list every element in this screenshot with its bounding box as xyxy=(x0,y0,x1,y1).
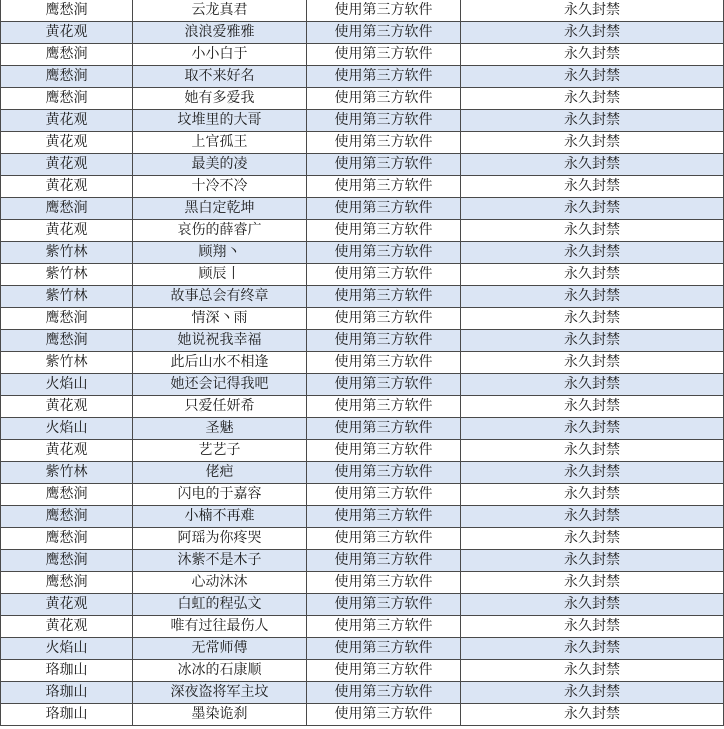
server-cell: 鹰愁涧 xyxy=(1,88,133,110)
player-name-cell: 最美的凌 xyxy=(133,154,307,176)
server-cell: 鹰愁涧 xyxy=(1,330,133,352)
table-row xyxy=(1,44,724,66)
penalty-cell: 永久封禁 xyxy=(461,594,724,616)
reason-cell: 使用第三方软件 xyxy=(307,572,461,594)
reason-cell: 使用第三方软件 xyxy=(307,154,461,176)
table-row xyxy=(1,396,724,418)
player-name-cell: 艺艺子 xyxy=(133,440,307,462)
reason-cell: 使用第三方软件 xyxy=(307,418,461,440)
penalty-cell: 永久封禁 xyxy=(461,484,724,506)
player-name-cell: 顾辰丨 xyxy=(133,264,307,286)
table-row xyxy=(1,418,724,440)
server-cell: 黄花观 xyxy=(1,616,133,638)
server-cell: 珞珈山 xyxy=(1,682,133,704)
penalty-cell: 永久封禁 xyxy=(461,242,724,264)
player-name-cell: 十冷不冷 xyxy=(133,176,307,198)
reason-cell: 使用第三方软件 xyxy=(307,132,461,154)
penalty-cell: 永久封禁 xyxy=(461,374,724,396)
server-cell: 黄花观 xyxy=(1,132,133,154)
reason-cell: 使用第三方软件 xyxy=(307,594,461,616)
server-cell: 鹰愁涧 xyxy=(1,44,133,66)
table-row xyxy=(1,0,724,22)
server-cell: 紫竹林 xyxy=(1,286,133,308)
player-name-cell: 云龙真君 xyxy=(133,0,307,22)
player-name-cell: 阿瑶为你疼哭 xyxy=(133,528,307,550)
player-name-cell: 佬疤 xyxy=(133,462,307,484)
server-cell: 黄花观 xyxy=(1,220,133,242)
penalty-cell: 永久封禁 xyxy=(461,330,724,352)
player-name-cell: 她还会记得我吧 xyxy=(133,374,307,396)
reason-cell: 使用第三方软件 xyxy=(307,264,461,286)
server-cell: 紫竹林 xyxy=(1,264,133,286)
player-name-cell: 沐紫不是木子 xyxy=(133,550,307,572)
reason-cell: 使用第三方软件 xyxy=(307,462,461,484)
penalty-cell: 永久封禁 xyxy=(461,198,724,220)
server-cell: 火焰山 xyxy=(1,638,133,660)
server-cell: 黄花观 xyxy=(1,110,133,132)
server-cell: 鹰愁涧 xyxy=(1,550,133,572)
table-row xyxy=(1,528,724,550)
player-name-cell: 她有多爱我 xyxy=(133,88,307,110)
table-row xyxy=(1,616,724,638)
reason-cell: 使用第三方软件 xyxy=(307,110,461,132)
table-row xyxy=(1,594,724,616)
table-row xyxy=(1,572,724,594)
reason-cell: 使用第三方软件 xyxy=(307,44,461,66)
penalty-cell: 永久封禁 xyxy=(461,682,724,704)
table-row xyxy=(1,176,724,198)
reason-cell: 使用第三方软件 xyxy=(307,396,461,418)
table-row xyxy=(1,484,724,506)
player-name-cell: 哀伤的薛睿广 xyxy=(133,220,307,242)
server-cell: 鹰愁涧 xyxy=(1,0,133,22)
server-cell: 黄花观 xyxy=(1,176,133,198)
server-cell: 鹰愁涧 xyxy=(1,308,133,330)
player-name-cell: 只爱任妍希 xyxy=(133,396,307,418)
player-name-cell: 白虹的程弘文 xyxy=(133,594,307,616)
reason-cell: 使用第三方软件 xyxy=(307,66,461,88)
player-name-cell: 上官孤王 xyxy=(133,132,307,154)
table-row xyxy=(1,154,724,176)
server-cell: 火焰山 xyxy=(1,374,133,396)
penalty-cell: 永久封禁 xyxy=(461,550,724,572)
player-name-cell: 闪电的于嘉容 xyxy=(133,484,307,506)
penalty-cell: 永久封禁 xyxy=(461,0,724,22)
penalty-cell: 永久封禁 xyxy=(461,22,724,44)
reason-cell: 使用第三方软件 xyxy=(307,308,461,330)
server-cell: 黄花观 xyxy=(1,594,133,616)
player-name-cell: 冰冰的石康顺 xyxy=(133,660,307,682)
reason-cell: 使用第三方软件 xyxy=(307,660,461,682)
table-row xyxy=(1,330,724,352)
table-row xyxy=(1,66,724,88)
penalty-cell: 永久封禁 xyxy=(461,418,724,440)
server-cell: 紫竹林 xyxy=(1,462,133,484)
penalty-cell: 永久封禁 xyxy=(461,154,724,176)
penalty-cell: 永久封禁 xyxy=(461,220,724,242)
penalty-cell: 永久封禁 xyxy=(461,352,724,374)
penalty-cell: 永久封禁 xyxy=(461,66,724,88)
server-cell: 鹰愁涧 xyxy=(1,484,133,506)
reason-cell: 使用第三方软件 xyxy=(307,484,461,506)
table-row xyxy=(1,242,724,264)
table-row xyxy=(1,198,724,220)
penalty-cell: 永久封禁 xyxy=(461,528,724,550)
player-name-cell: 无常师傅 xyxy=(133,638,307,660)
player-name-cell: 取不来好名 xyxy=(133,66,307,88)
server-cell: 鹰愁涧 xyxy=(1,198,133,220)
reason-cell: 使用第三方软件 xyxy=(307,506,461,528)
reason-cell: 使用第三方软件 xyxy=(307,374,461,396)
server-cell: 珞珈山 xyxy=(1,660,133,682)
reason-cell: 使用第三方软件 xyxy=(307,704,461,726)
ban-list-body xyxy=(1,0,724,726)
player-name-cell: 小楠不再难 xyxy=(133,506,307,528)
reason-cell: 使用第三方软件 xyxy=(307,352,461,374)
player-name-cell: 此后山水不相逢 xyxy=(133,352,307,374)
penalty-cell: 永久封禁 xyxy=(461,132,724,154)
table-row xyxy=(1,682,724,704)
penalty-cell: 永久封禁 xyxy=(461,638,724,660)
table-row xyxy=(1,22,724,44)
server-cell: 黄花观 xyxy=(1,154,133,176)
table-row xyxy=(1,440,724,462)
penalty-cell: 永久封禁 xyxy=(461,704,724,726)
penalty-cell: 永久封禁 xyxy=(461,462,724,484)
reason-cell: 使用第三方软件 xyxy=(307,88,461,110)
reason-cell: 使用第三方软件 xyxy=(307,440,461,462)
reason-cell: 使用第三方软件 xyxy=(307,220,461,242)
player-name-cell: 她说祝我幸福 xyxy=(133,330,307,352)
table-row xyxy=(1,264,724,286)
player-name-cell: 心动沐沐 xyxy=(133,572,307,594)
penalty-cell: 永久封禁 xyxy=(461,506,724,528)
reason-cell: 使用第三方软件 xyxy=(307,242,461,264)
player-name-cell: 情深丶雨 xyxy=(133,308,307,330)
server-cell: 黄花观 xyxy=(1,440,133,462)
table-row xyxy=(1,374,724,396)
reason-cell: 使用第三方软件 xyxy=(307,198,461,220)
table-row xyxy=(1,286,724,308)
penalty-cell: 永久封禁 xyxy=(461,44,724,66)
server-cell: 黄花观 xyxy=(1,22,133,44)
reason-cell: 使用第三方软件 xyxy=(307,682,461,704)
reason-cell: 使用第三方软件 xyxy=(307,638,461,660)
server-cell: 鹰愁涧 xyxy=(1,66,133,88)
penalty-cell: 永久封禁 xyxy=(461,396,724,418)
server-cell: 鹰愁涧 xyxy=(1,572,133,594)
reason-cell: 使用第三方软件 xyxy=(307,528,461,550)
table-row xyxy=(1,132,724,154)
reason-cell: 使用第三方软件 xyxy=(307,330,461,352)
player-name-cell: 浪浪爱雅雅 xyxy=(133,22,307,44)
player-name-cell: 坟堆里的大哥 xyxy=(133,110,307,132)
player-name-cell: 墨染诡刹 xyxy=(133,704,307,726)
penalty-cell: 永久封禁 xyxy=(461,264,724,286)
reason-cell: 使用第三方软件 xyxy=(307,0,461,22)
reason-cell: 使用第三方软件 xyxy=(307,176,461,198)
table-row xyxy=(1,704,724,726)
player-name-cell: 唯有过往最伤人 xyxy=(133,616,307,638)
table-row xyxy=(1,550,724,572)
reason-cell: 使用第三方软件 xyxy=(307,22,461,44)
server-cell: 火焰山 xyxy=(1,418,133,440)
penalty-cell: 永久封禁 xyxy=(461,88,724,110)
penalty-cell: 永久封禁 xyxy=(461,176,724,198)
player-name-cell: 顾翔丶 xyxy=(133,242,307,264)
server-cell: 紫竹林 xyxy=(1,352,133,374)
table-row xyxy=(1,220,724,242)
server-cell: 鹰愁涧 xyxy=(1,528,133,550)
penalty-cell: 永久封禁 xyxy=(461,110,724,132)
penalty-cell: 永久封禁 xyxy=(461,440,724,462)
penalty-cell: 永久封禁 xyxy=(461,660,724,682)
server-cell: 黄花观 xyxy=(1,396,133,418)
penalty-cell: 永久封禁 xyxy=(461,572,724,594)
player-name-cell: 深夜盗将军主坟 xyxy=(133,682,307,704)
penalty-cell: 永久封禁 xyxy=(461,616,724,638)
player-name-cell: 黑白定乾坤 xyxy=(133,198,307,220)
table-row xyxy=(1,308,724,330)
table-row xyxy=(1,506,724,528)
player-name-cell: 故事总会有终章 xyxy=(133,286,307,308)
server-cell: 紫竹林 xyxy=(1,242,133,264)
server-cell: 鹰愁涧 xyxy=(1,506,133,528)
server-cell: 珞珈山 xyxy=(1,704,133,726)
penalty-cell: 永久封禁 xyxy=(461,286,724,308)
player-name-cell: 圣魅 xyxy=(133,418,307,440)
player-name-cell: 小小白于 xyxy=(133,44,307,66)
table-row xyxy=(1,462,724,484)
table-row xyxy=(1,352,724,374)
reason-cell: 使用第三方软件 xyxy=(307,550,461,572)
reason-cell: 使用第三方软件 xyxy=(307,616,461,638)
table-row xyxy=(1,660,724,682)
penalty-cell: 永久封禁 xyxy=(461,308,724,330)
table-row xyxy=(1,88,724,110)
table-row xyxy=(1,638,724,660)
reason-cell: 使用第三方软件 xyxy=(307,286,461,308)
table-row xyxy=(1,110,724,132)
